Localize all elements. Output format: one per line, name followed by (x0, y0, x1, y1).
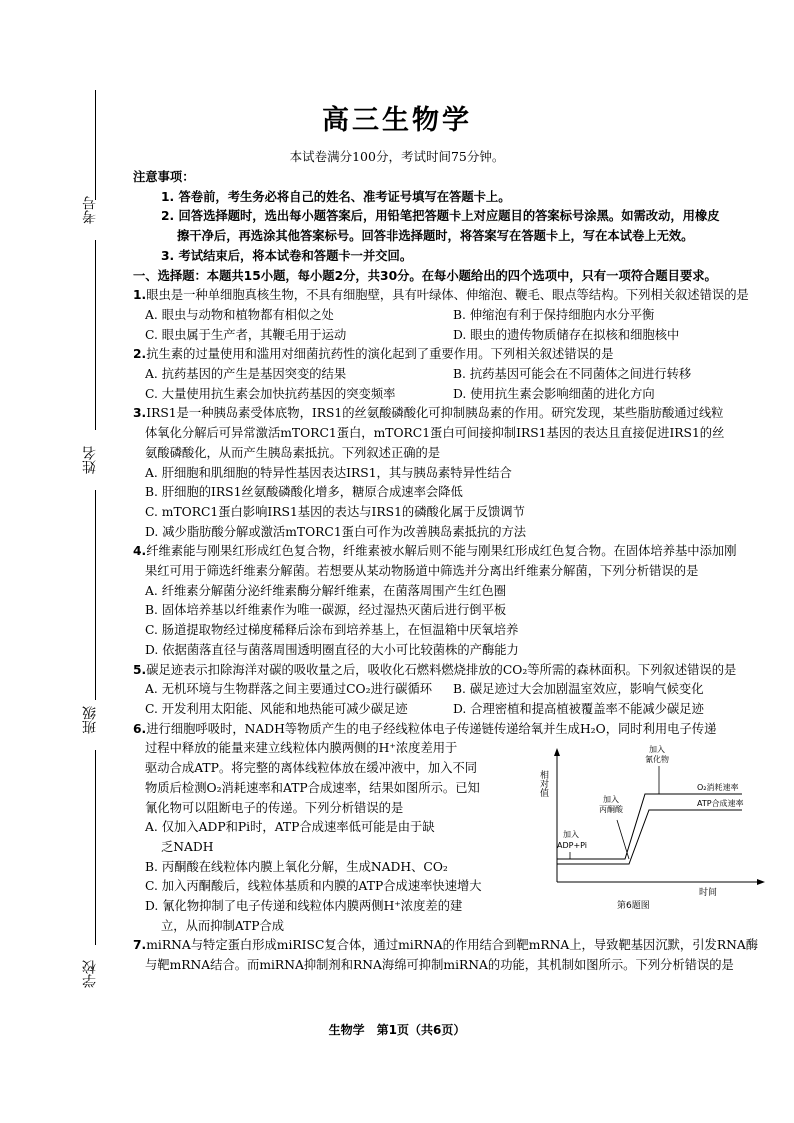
question-stem-cont: 驱动合成ATP。将完整的离体线粒体放在缓冲液中，加入不同 (145, 761, 478, 776)
option-b: B. 肝细胞的IRS1丝氨酸磷酸化增多，糖原合成速率会降低 (145, 485, 463, 500)
question-number: 6. (133, 721, 147, 736)
annotation-label: 加入 (563, 830, 579, 839)
question-number: 7. (133, 938, 147, 953)
question-number: 2. (133, 347, 147, 362)
question-stem: 纤维素能与刚果红形成红色复合物，纤维素被水解后则不能与刚果红形成红色复合物。在固体培养基中添加刚 (146, 544, 737, 559)
question-stem: IRS1是一种胰岛素受体底物，IRS1的丝氨酸磷酸化可抑制胰岛素的作用。研究发现，某些脂肪酸通过线粒 (146, 406, 724, 421)
atp-synthesis-line (557, 810, 742, 864)
question-number: 5. (133, 662, 147, 677)
question-stem: miRNA与特定蛋白形成miRISC复合体，通过miRNA的作用结合到靶mRNA上，导致靶基因沉默，引发RNA酶 (146, 938, 759, 953)
option-b: B. 抗药基因可能会在不同菌体之间进行转移 (453, 367, 692, 382)
x-axis-label: 时间 (699, 888, 718, 898)
options-row (133, 306, 761, 326)
question-number: 4. (133, 544, 147, 559)
annotation-label: 丙酮酸 (599, 805, 623, 814)
question-7 (133, 936, 761, 956)
exam-info: 本试卷满分100分，考试时间75分钟。 (289, 149, 505, 164)
question-stem-cont: 体氧化分解后可异常激活mTORC1蛋白，mTORC1蛋白可间接抑制IRS1基因的表达且直接促进IRS1的丝 (145, 426, 725, 441)
school-label: 学校 (82, 960, 98, 988)
legend-atp: ATP合成速率 (697, 799, 744, 808)
notice-item: 1. 答卷前，考生务必将自己的姓名、准考证号填写在答题卡上。 (161, 189, 511, 204)
notice-heading: 注意事项： (133, 170, 195, 184)
binding-line (95, 750, 96, 945)
figure-6 (537, 742, 767, 912)
options-row (133, 700, 761, 720)
annotation-label: 加入 (649, 745, 665, 754)
y-axis-label: 相对值 (538, 770, 548, 797)
option-c: C. 大量使用抗生素会加快抗药基因的突变频率 (145, 386, 396, 401)
option-c: C. 加入丙酮酸后，线粒体基质和内膜的ATP合成速率快速增大 (145, 879, 482, 894)
question-3 (133, 404, 761, 424)
option-d-cont: 立，从而抑制ATP合成 (161, 918, 285, 933)
question-stem: 眼虫是一种单细胞真核生物，不具有细胞壁，具有叶绿体、伸缩泡、鞭毛、眼点等结构。下列相关叙述错误的是 (146, 288, 749, 303)
option-d: D. 减少脂肪酸分解或激活mTORC1蛋白可作为改善胰岛素抵抗的方法 (145, 524, 527, 539)
annotation-label: 氰化物 (645, 755, 669, 764)
option-b: B. 伸缩泡有利于保持细胞内水分平衡 (453, 307, 655, 322)
annotation-arrow (617, 820, 629, 859)
question-5 (133, 661, 761, 681)
question-stem-cont: 氰化物可以阻断电子的传递。下列分析错误的是 (145, 800, 404, 815)
option-d: D. 使用抗生素会影响细菌的进化方向 (453, 386, 655, 401)
annotation-label: 加入 (603, 795, 619, 804)
question-stem: 抗生素的过量使用和滥用对细菌抗药性的演化起到了重要作用。下列相关叙述错误的是 (146, 347, 614, 362)
option-a: A. 纤维素分解菌分泌纤维素酶分解纤维素，在菌落周围产生红色圈 (145, 583, 507, 598)
option-c: C. 眼虫属于生产者，其鞭毛用于运动 (145, 327, 347, 342)
binding-line (95, 490, 96, 700)
option-c: C. 肠道提取物经过梯度稀释后涂布到培养基上，在恒温箱中厌氧培养 (145, 623, 519, 638)
option-a-cont: 乏NADH (161, 839, 214, 854)
option-d: D. 眼虫的遗传物质储存在拟核和细胞核中 (453, 327, 680, 342)
option-b: B. 碳足迹过大会加剧温室效应，影响气候变化 (453, 682, 704, 697)
page-title: 高三生物学 (322, 105, 472, 136)
options-row (133, 326, 761, 346)
question-number: 3. (133, 406, 147, 421)
question-stem-cont: 与靶mRNA结合。而miRNA抑制剂和RNA海绵可抑制miRNA的功能，其机制如图所示。下列分析错误的是 (145, 958, 734, 973)
annotation-label: ADP+Pi (557, 841, 588, 850)
binding-line (95, 240, 96, 430)
option-a: A. 无机环境与生物群落之间主要通过CO₂进行碳循环 (145, 682, 433, 697)
name-label: 姓名 (82, 446, 98, 474)
option-c: C. mTORC1蛋白影响IRS1基因的表达与IRS1的磷酸化属于反馈调节 (145, 504, 525, 519)
legend-o2: O₂消耗速率 (697, 783, 739, 792)
notice-item: 3. 考试结束后，将本试卷和答题卡一并交回。 (161, 248, 413, 263)
option-a: A. 仅加入ADP和Pi时，ATP合成速率低可能是由于缺 (145, 820, 435, 835)
options-row (133, 680, 761, 700)
option-a: A. 肝细胞和肌细胞的特异性基因表达IRS1，其与胰岛素特异性结合 (145, 465, 512, 480)
option-b: B. 丙酮酸在线粒体内膜上氧化分解，生成NADH、CO₂ (145, 859, 448, 874)
question-stem-cont: 氨酸磷酸化，从而产生胰岛素抵抗。下列叙述正确的是 (145, 445, 441, 460)
question-4 (133, 542, 761, 562)
option-b: B. 固体培养基以纤维素作为唯一碳源，经过湿热灭菌后进行倒平板 (145, 603, 507, 618)
question-2 (133, 345, 761, 365)
page-footer: 生物学 第1页（共6页） (328, 1023, 466, 1037)
question-stem: 进行细胞呼吸时，NADH等物质产生的电子经线粒体电子传递链传递给氧并生成H₂O，同时利用电子传递 (146, 721, 717, 736)
exam-number-label: 考号 (82, 196, 98, 224)
figure-caption: 第6题图 (617, 901, 650, 911)
notice-item: 擦干净后，再选涂其他答案标号。回答非选择题时，将答案写在答题卡上，写在本试卷上无效。 (177, 229, 694, 244)
question-stem-cont: 果红可用于筛选纤维素分解菌。若想要从某动物肠道中筛选并分离出纤维素分解菌，下列分析错误的是 (145, 564, 699, 579)
options-row (133, 365, 761, 385)
option-a: A. 抗药基因的产生是基因突变的结果 (145, 367, 347, 382)
question-6 (133, 720, 761, 740)
option-c: C. 开发利用太阳能、风能和地热能可减少碳足迹 (145, 701, 408, 716)
question-stem: 碳足迹表示扣除海洋对碳的吸收量之后，吸收化石燃料燃烧排放的CO₂等所需的森林面积。下列叙述错误的是 (146, 662, 737, 677)
question-1 (133, 286, 761, 306)
option-d: D. 氰化物抑制了电子传递和线粒体内膜两侧H⁺浓度差的建 (145, 899, 463, 914)
class-label: 班级 (82, 706, 98, 734)
x-axis-arrow (757, 879, 765, 885)
section-heading: 一、选择题：本题共15小题，每小题2分，共30分。在每小题给出的四个选项中，只有一项符合题目要求。 (133, 268, 717, 283)
question-stem-cont: 过程中释放的能量来建立线粒体内膜两侧的H⁺浓度差用于 (145, 741, 458, 756)
question-number: 1. (133, 288, 147, 303)
option-d: D. 合理密植和提高植被覆盖率不能减少碳足迹 (453, 701, 704, 716)
options-row (133, 385, 761, 405)
notice-item: 2. 回答选择题时，选出每小题答案后，用铅笔把答题卡上对应题目的答案标号涂黑。如需改动，用橡皮 (161, 209, 720, 224)
option-d: D. 依据菌落直径与菌落周围透明圈直径的大小可比较菌株的产酶能力 (145, 642, 519, 657)
option-a: A. 眼虫与动物和植物都有相似之处 (145, 307, 334, 322)
y-axis-arrow (554, 748, 560, 756)
question-stem-cont: 物质后检测O₂消耗速率和ATP合成速率，结果如图所示。已知 (145, 780, 480, 795)
